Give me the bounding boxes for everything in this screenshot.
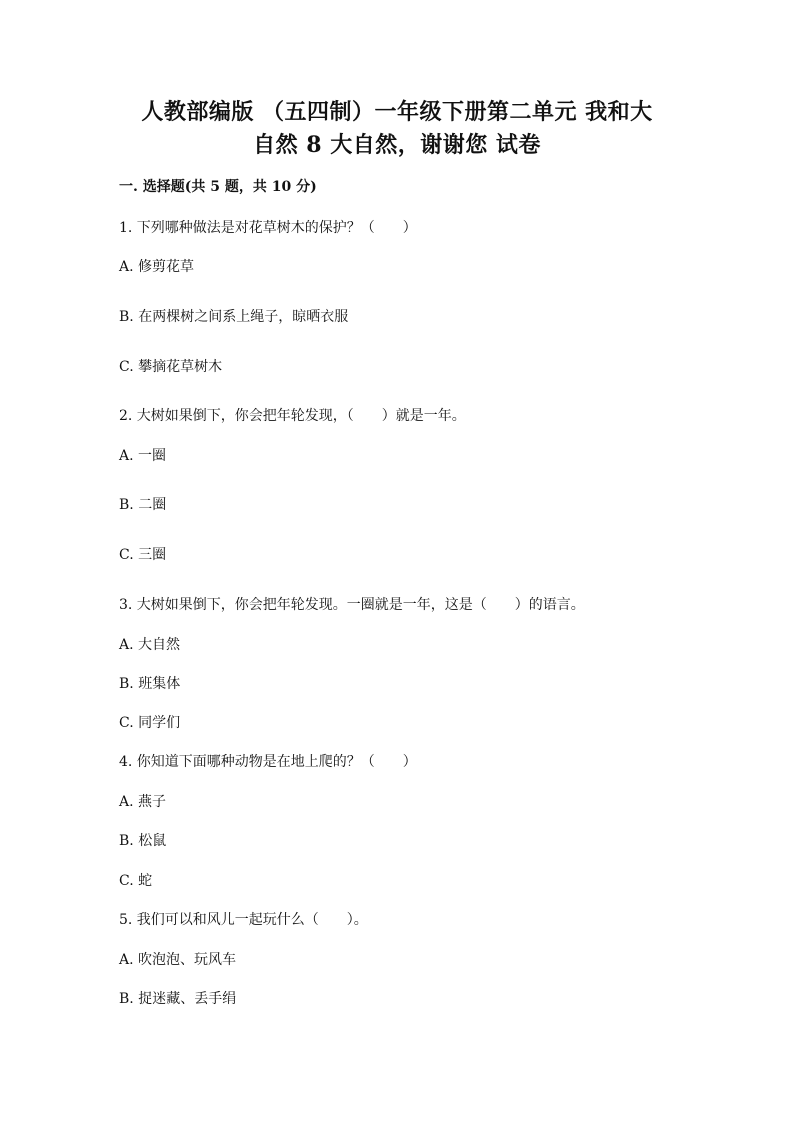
question-4-option-a: A. 燕子 [119, 794, 167, 810]
question-4-stem: 4. 你知道下面哪种动物是在地上爬的？（ ） [119, 754, 417, 770]
question-5-stem: 5. 我们可以和风儿一起玩什么（ ）。 [119, 912, 368, 928]
question-2-stem: 2. 大树如果倒下，你会把年轮发现，（ ）就是一年。 [119, 408, 466, 424]
question-1-option-c: C. 攀摘花草树木 [119, 359, 223, 375]
question-4-option-b: B. 松鼠 [119, 833, 167, 849]
question-1-option-a: A. 修剪花草 [119, 259, 195, 275]
question-3-stem: 3. 大树如果倒下，你会把年轮发现。一圈就是一年，这是（ ）的语言。 [119, 597, 585, 613]
question-5-option-a: A. 吹泡泡、玩风车 [119, 952, 237, 968]
section-heading: 一. 选择题(共 5 题，共 10 分) [119, 179, 317, 195]
question-4-option-c: C. 蛇 [119, 873, 153, 889]
question-3-option-b: B. 班集体 [119, 676, 181, 692]
exam-title-line-2: 自然 8 大自然，谢谢您 试卷 [253, 132, 541, 158]
question-5-option-b: B. 捉迷藏、丢手绢 [119, 991, 237, 1007]
question-3-option-c: C. 同学们 [119, 715, 181, 731]
question-2-option-b: B. 二圈 [119, 497, 167, 513]
exam-title-line-1: 人教部编版 （五四制）一年级下册第二单元 我和大 [141, 99, 653, 125]
question-1-option-b: B. 在两棵树之间系上绳子，晾晒衣服 [119, 309, 349, 325]
question-3-option-a: A. 大自然 [119, 637, 181, 653]
question-2-option-c: C. 三圈 [119, 547, 167, 563]
question-2-option-a: A. 一圈 [119, 448, 167, 464]
question-1-stem: 1. 下列哪种做法是对花草树木的保护？（ ） [119, 220, 417, 236]
